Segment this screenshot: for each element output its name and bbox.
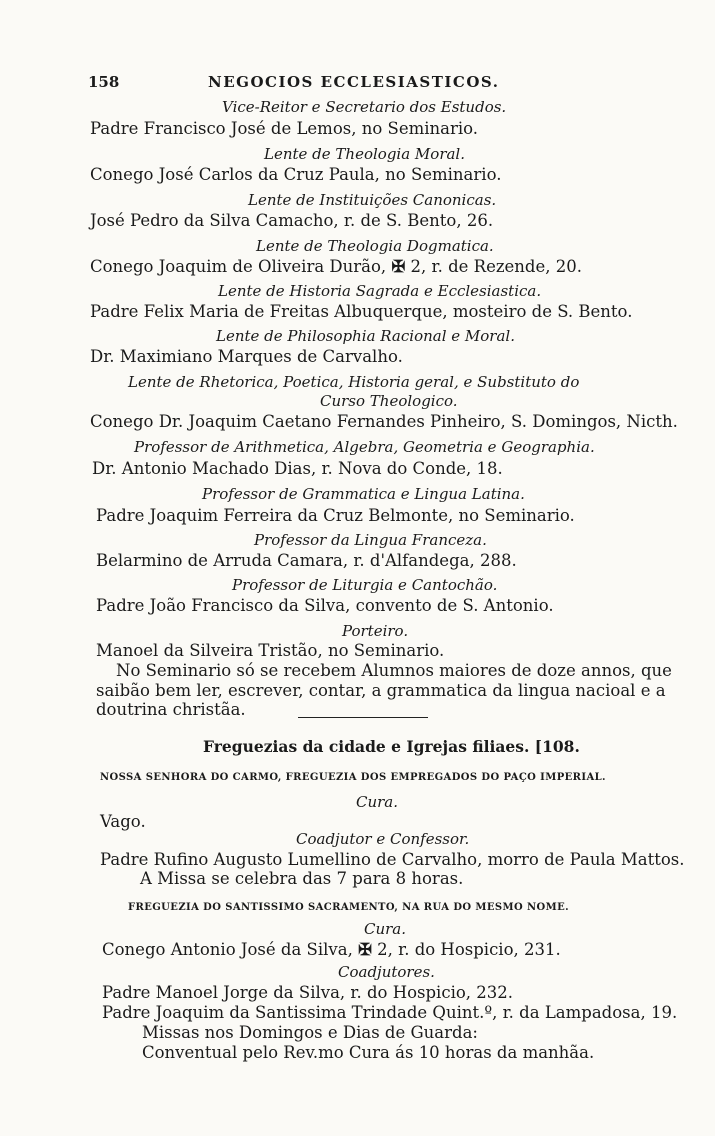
entry-line: Vago. [100, 812, 146, 831]
parish-heading: NOSSA SENHORA DO CARMO, FREGUEZIA DOS EMPREGADOS DO PAÇO IMPERIAL. [100, 772, 606, 783]
cross-icon: ✠ [391, 257, 406, 276]
section-heading: Porteiro. [342, 622, 409, 640]
section-heading: Curso Theologico. [320, 392, 458, 410]
subsection-heading: Freguezias da cidade e Igrejas filiaes. [108. [203, 737, 580, 756]
section-heading: Lente de Theologia Dogmatica. [256, 237, 494, 255]
entry-line: A Missa se celebra das 7 para 8 horas. [140, 869, 464, 888]
entry-text: 2, r. do Hospicio, 231. [377, 940, 561, 959]
section-heading: Vice-Reitor e Secretario dos Estudos. [222, 98, 507, 116]
entry-line [102, 940, 561, 960]
entry-line: Belarmino de Arruda Camara, r. d'Alfandega, 288. [96, 551, 517, 570]
paragraph-line: No Seminario só se recebem Alumnos maiores de doze annos, que [116, 661, 672, 680]
section-heading: Lente de Philosophia Racional e Moral. [216, 327, 515, 345]
entry-line: Padre Joaquim Ferreira da Cruz Belmonte, no Seminario. [96, 506, 575, 525]
paragraph-line: doutrina christãa. [96, 700, 246, 719]
entry-text: Conego Joaquim de Oliveira Durão, [90, 257, 387, 276]
section-heading: Professor de Grammatica e Lingua Latina. [202, 485, 525, 503]
entry-line: Padre Manoel Jorge da Silva, r. do Hospicio, 232. [102, 983, 514, 1002]
divider [298, 717, 428, 718]
section-heading: Cura. [356, 793, 399, 811]
entry-line: Padre Joaquim da Santissima Trindade Quint.º, r. da Lampadosa, 19. [102, 1003, 678, 1022]
entry-line: Padre Felix Maria de Freitas Albuquerque, mosteiro de S. Bento. [90, 302, 633, 321]
entry-line: Conego Dr. Joaquim Caetano Fernandes Pinheiro, S. Domingos, Nicth. [90, 412, 678, 431]
running-header: NEGOCIOS ECCLESIASTICOS. [208, 73, 500, 91]
section-heading: Professor de Arithmetica, Algebra, Geometria e Geographia. [134, 438, 595, 456]
paragraph-line: saibão bem ler, escrever, contar, a grammatica da lingua nacioal e a [96, 681, 666, 700]
entry-line: Padre Rufino Augusto Lumellino de Carvalho, morro de Paula Mattos. [100, 850, 685, 869]
entry-text: Conego Antonio José da Silva, [102, 940, 353, 959]
parish-heading: FREGUEZIA DO SANTISSIMO SACRAMENTO, NA RUA DO MESMO NOME. [128, 902, 569, 913]
section-heading: Lente de Instituições Canonicas. [248, 191, 497, 209]
entry-line [90, 257, 582, 277]
section-heading: Cura. [364, 920, 407, 938]
entry-text: 2, r. de Rezende, 20. [410, 257, 582, 276]
entry-line: Conego José Carlos da Cruz Paula, no Seminario. [90, 165, 502, 184]
entry-line: Dr. Antonio Machado Dias, r. Nova do Conde, 18. [92, 459, 503, 478]
entry-line: Dr. Maximiano Marques de Carvalho. [90, 347, 403, 366]
entry-line: José Pedro da Silva Camacho, r. de S. Bento, 26. [90, 211, 494, 230]
entry-line: Manoel da Silveira Tristão, no Seminario. [96, 641, 445, 660]
section-heading: Professor de Liturgia e Cantochão. [232, 576, 498, 594]
entry-line: Missas nos Domingos e Dias de Guarda: [142, 1023, 478, 1042]
section-heading: Coadjutores. [338, 963, 435, 981]
entry-line: Padre Francisco José de Lemos, no Seminario. [90, 119, 479, 138]
section-heading: Lente de Rhetorica, Poetica, Historia geral, e Substituto do [128, 373, 580, 391]
cross-icon: ✠ [358, 940, 372, 959]
page-number: 158 [88, 73, 120, 91]
entry-line: Padre João Francisco da Silva, convento de S. Antonio. [96, 596, 554, 615]
section-heading: Lente de Theologia Moral. [264, 145, 465, 163]
section-heading: Lente de Historia Sagrada e Ecclesiastica. [218, 282, 542, 300]
entry-line: Conventual pelo Rev.mo Cura ás 10 horas da manhãa. [142, 1043, 595, 1062]
section-heading: Professor da Lingua Franceza. [254, 531, 487, 549]
section-heading: Coadjutor e Confessor. [296, 830, 470, 848]
